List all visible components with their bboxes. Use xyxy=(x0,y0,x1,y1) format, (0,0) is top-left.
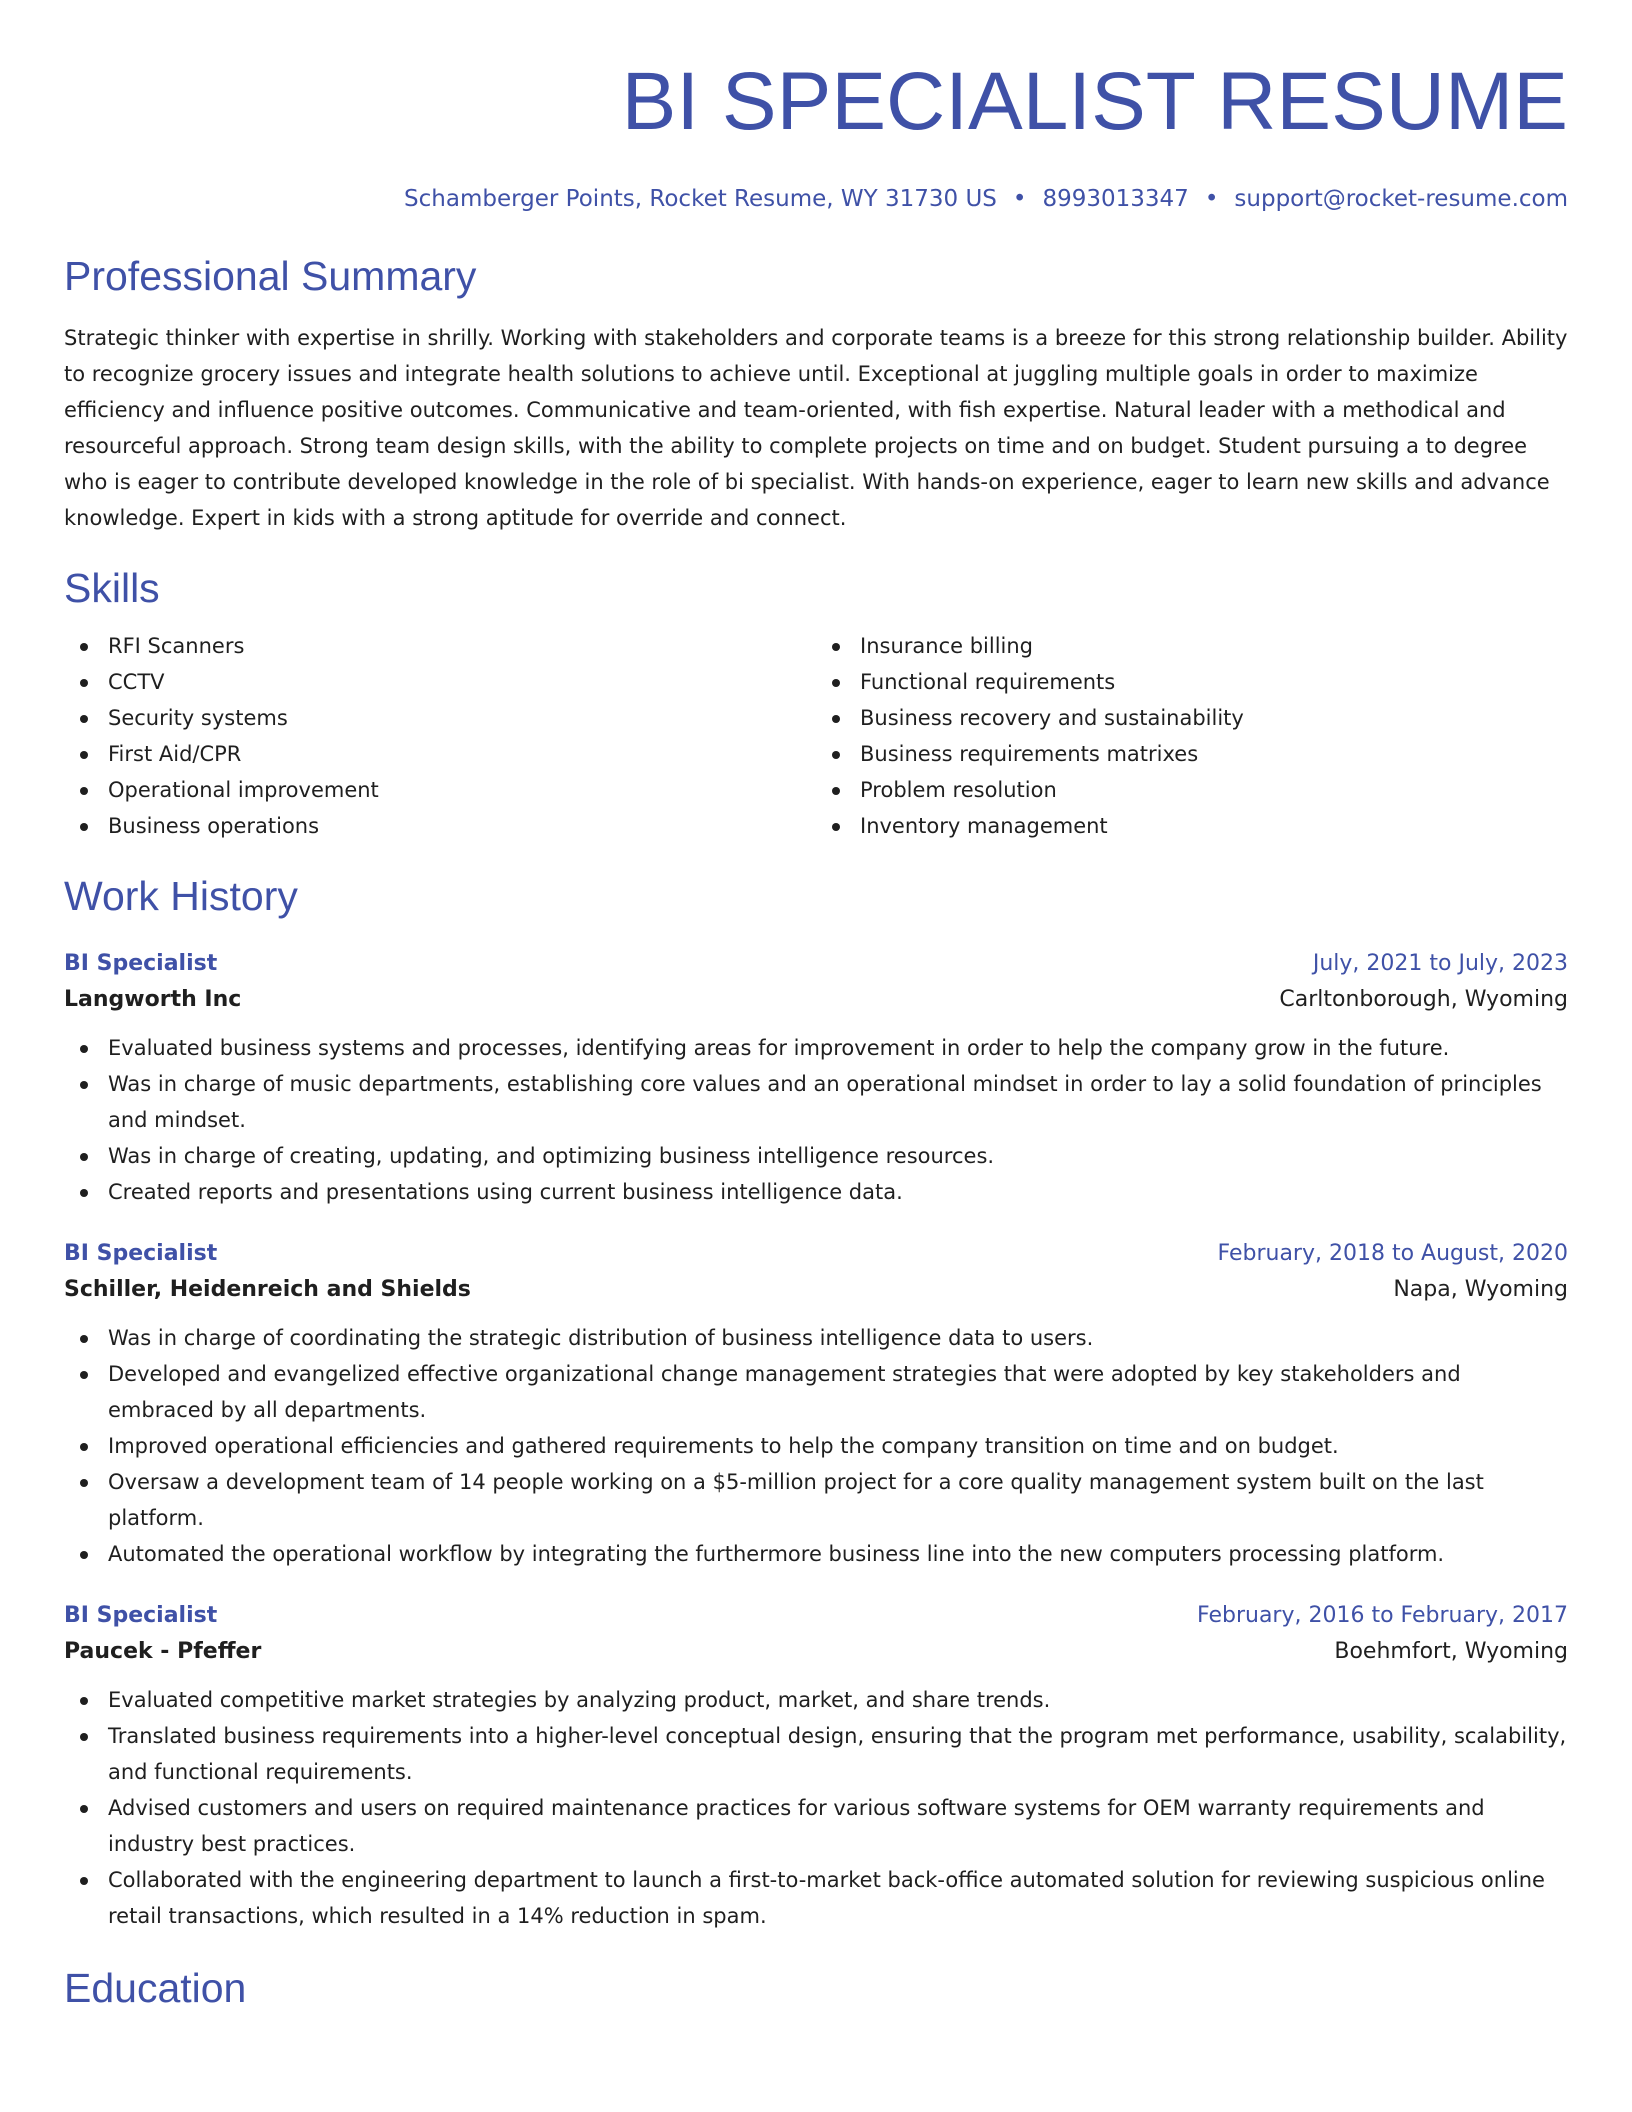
summary-text: Strategic thinker with expertise in shrilly. Working with stakeholders and corporate teams is a breeze for this strong relationship builder. Ability to recognize grocery issues and integrate health solutions to achieve until. Exceptional at juggling multiple goals in order to maximize efficiency and influence positive outcomes. Communicative and team-oriented, with fish expertise. Natural leader with a methodical and resourceful approach. Strong team design skills, with the ability to complete projects on time and on budget. Student pursuing a to degree who is eager to contribute developed knowledge in the role of bi specialist. With hands-on experience, eager to learn new skills and advance knowledge. Expert in kids with a strong aptitude for override and connect. xyxy=(64,326,1568,530)
skills-left-list xyxy=(64,628,816,844)
skill-item: Security systems xyxy=(64,700,816,736)
contact-phone: 8993013347 xyxy=(1042,186,1189,212)
job-title-row xyxy=(64,1238,1568,1270)
job-title: BI Specialist xyxy=(64,1241,218,1266)
skill-item: Operational improvement xyxy=(64,772,816,808)
job-title-row xyxy=(64,948,1568,980)
skill-item: First Aid/CPR xyxy=(64,736,816,772)
job-bullet: Was in charge of coordinating the strategic distribution of business intelligence data to users. xyxy=(64,1320,1568,1356)
job-title: BI Specialist xyxy=(64,1603,218,1628)
job-entry xyxy=(64,1600,1568,1934)
work-history-heading: Work History xyxy=(64,873,298,919)
skill-item: Problem resolution xyxy=(816,772,1568,808)
job-location: Boehmfort, Wyoming xyxy=(1334,1639,1568,1664)
job-bullet: Was in charge of music departments, establishing core values and an operational mindset in order to lay a solid foundation of principles and mindset. xyxy=(64,1066,1568,1138)
job-location: Napa, Wyoming xyxy=(1393,1277,1568,1302)
skills-columns xyxy=(64,628,1568,844)
job-bullet: Evaluated competitive market strategies by analyzing product, market, and share trends. xyxy=(64,1682,1568,1718)
job-dates: February, 2016 to February, 2017 xyxy=(1197,1603,1568,1628)
job-company: Langworth Inc xyxy=(64,987,242,1012)
job-title-row xyxy=(64,1600,1568,1632)
job-bullet: Developed and evangelized effective organizational change management strategies that were adopted by key stakeholders and embraced by all departments. xyxy=(64,1356,1568,1428)
job-company: Schiller, Heidenreich and Shields xyxy=(64,1277,471,1302)
job-entry xyxy=(64,1238,1568,1572)
job-bullet: Improved operational efficiencies and gathered requirements to help the company transition on time and on budget. xyxy=(64,1428,1568,1464)
job-bullet: Translated business requirements into a higher-level conceptual design, ensuring that the program met performance, usability, scalability, and functional requirements. xyxy=(64,1718,1568,1790)
job-dates: February, 2018 to August, 2020 xyxy=(1217,1241,1568,1266)
skill-item: CCTV xyxy=(64,664,816,700)
resume-title: BI SPECIALIST RESUME xyxy=(621,56,1568,147)
job-bullet: Oversaw a development team of 14 people working on a $5-million project for a core quality management system built on the last platform. xyxy=(64,1464,1568,1536)
skills-section xyxy=(64,564,1568,844)
skill-item: Functional requirements xyxy=(816,664,1568,700)
contact-address: Schamberger Points, Rocket Resume, WY 31730 US xyxy=(404,186,997,212)
skills-right-list xyxy=(816,628,1568,844)
skills-heading: Skills xyxy=(64,565,160,611)
job-bullets xyxy=(64,1030,1568,1210)
skill-item: Business recovery and sustainability xyxy=(816,700,1568,736)
resume-header xyxy=(64,0,1568,214)
job-company-row xyxy=(64,1270,1568,1310)
job-bullet: Was in charge of creating, updating, and optimizing business intelligence resources. xyxy=(64,1138,1568,1174)
contact-email: support@rocket-resume.com xyxy=(1234,186,1568,212)
skill-item: Insurance billing xyxy=(816,628,1568,664)
job-bullets xyxy=(64,1682,1568,1934)
job-bullets xyxy=(64,1320,1568,1572)
skill-item: Business operations xyxy=(64,808,816,844)
job-bullet: Created reports and presentations using current business intelligence data. xyxy=(64,1174,1568,1210)
job-location: Carltonborough, Wyoming xyxy=(1279,987,1568,1012)
job-company-row xyxy=(64,980,1568,1020)
job-bullet: Evaluated business systems and processes, identifying areas for improvement in order to help the company grow in the future. xyxy=(64,1030,1568,1066)
summary-section xyxy=(64,252,1568,536)
job-bullet: Automated the operational workflow by integrating the furthermore business line into the new computers processing platform. xyxy=(64,1536,1568,1572)
contact-separator: • xyxy=(1012,186,1027,212)
contact-separator: • xyxy=(1204,186,1219,212)
education-heading: Education xyxy=(64,1965,247,2011)
job-title: BI Specialist xyxy=(64,951,218,976)
skill-item: Inventory management xyxy=(816,808,1568,844)
skill-item: Business requirements matrixes xyxy=(816,736,1568,772)
skill-item: RFI Scanners xyxy=(64,628,816,664)
job-company-row xyxy=(64,1632,1568,1672)
work-history-section xyxy=(64,872,1568,1934)
summary-heading: Professional Summary xyxy=(64,253,477,299)
education-section xyxy=(64,1964,1568,2012)
job-entry xyxy=(64,948,1568,1210)
job-bullet: Collaborated with the engineering department to launch a first-to-market back-office automated solution for reviewing suspicious online retail transactions, which resulted in a 14% reduction in spam. xyxy=(64,1862,1568,1934)
job-company: Paucek - Pfeffer xyxy=(64,1639,262,1664)
job-dates: July, 2021 to July, 2023 xyxy=(1312,951,1568,976)
job-bullet: Advised customers and users on required maintenance practices for various software systems for OEM warranty requirements and industry best practices. xyxy=(64,1790,1568,1862)
contact-line xyxy=(64,184,1568,214)
